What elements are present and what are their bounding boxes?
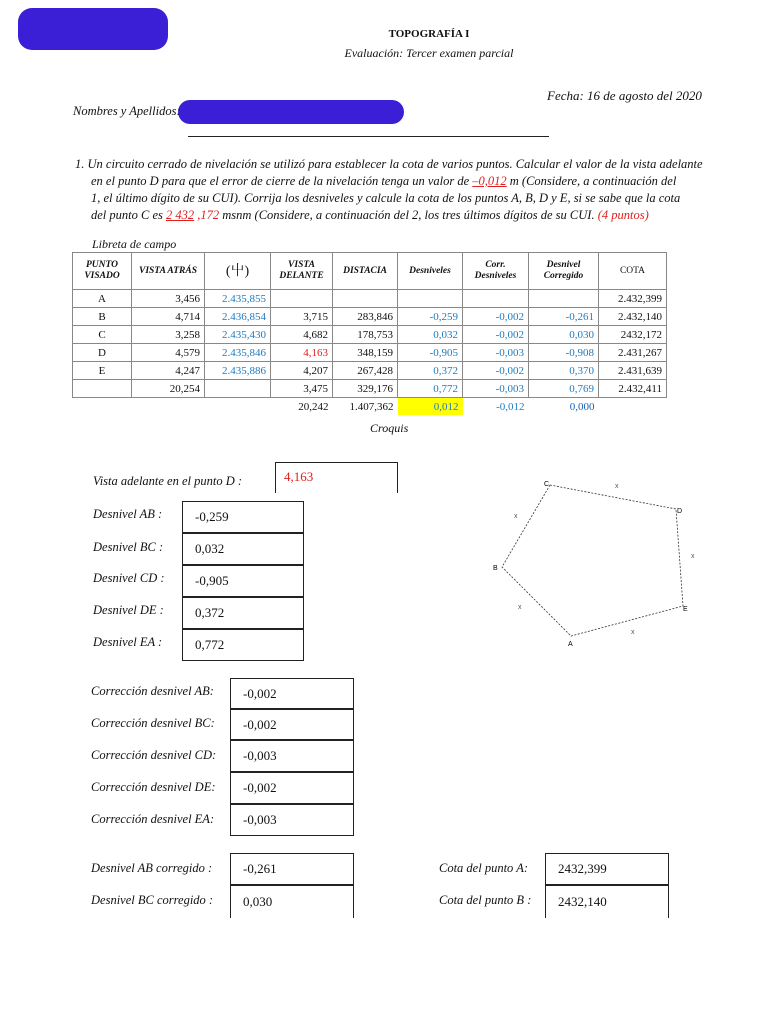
table-caption: Libreta de campo <box>92 237 177 251</box>
sketch-point-c: C <box>544 481 550 488</box>
table-row: E 4,247 2.435,886 4,207 267,428 0,372 -0,002 0,370 2.431,639 <box>73 362 667 380</box>
header-vista-atras: VISTA ATRÁS <box>132 253 205 290</box>
question-text <box>75 156 703 224</box>
field-book-table <box>72 252 667 415</box>
closure-error-cell: 0,012 <box>398 398 463 416</box>
header-distancia: DISTACIA <box>333 253 398 290</box>
sketch-point-b: B <box>493 565 498 572</box>
correccion-cd-label: Corrección desnivel CD: <box>91 748 217 762</box>
table-row: 20,254 3,475 329,176 0,772 -0,003 0,769 2.432,411 <box>73 380 667 398</box>
corregido-bc-label: Desnivel BC corregido : <box>91 893 214 907</box>
desnivel-ea-label: Desnivel EA : <box>93 635 163 649</box>
correccion-cd-field: -0,003 <box>230 740 354 772</box>
table-row: A 3,456 2.435,855 2.432,399 <box>73 290 667 308</box>
correccion-ab-field: -0,002 <box>230 678 354 709</box>
sketch-mark-ab: x <box>518 604 522 611</box>
sketch-mark-cd: x <box>615 483 619 490</box>
table-row: C 3,258 2.435,430 4,682 178,753 0,032 -0,002 0,030 2432,172 <box>73 326 667 344</box>
table-row: D 4,579 2.435,846 4,163 348,159 -0,905 -0,003 -0,908 2.431,267 <box>73 344 667 362</box>
sketch-mark-bc: x <box>514 513 518 520</box>
desnivel-ea-field: 0,772 <box>182 629 304 661</box>
cota-b-field: 2432,140 <box>545 885 669 918</box>
page-title: TOPOGRAFÍA I <box>388 28 470 40</box>
names-underline <box>188 136 549 137</box>
header-desniveles: Desniveles <box>398 253 463 290</box>
exam-date: Fecha: 16 de agosto del 2020 <box>547 88 702 103</box>
corregido-ab-label: Desnivel AB corregido : <box>91 861 213 875</box>
table-row: B 4,714 2.436,854 3,715 283,846 -0,259 -0,002 -0,261 2.432,140 <box>73 308 667 326</box>
corregido-ab-field: -0,261 <box>230 853 354 885</box>
header-instrument-height: (⼬) <box>205 253 271 290</box>
cota-b-label: Cota del punto B : <box>439 893 532 907</box>
header-punto: PUNTO VISADO <box>73 253 132 290</box>
desnivel-de-field: 0,372 <box>182 597 304 629</box>
corregido-bc-field: 0,030 <box>230 885 354 918</box>
question-line-4: del punto C es 2 432 ,172 msnm (Considere, a continuación del 2, los tres últimos dígitos de su CUI. (4 puntos) <box>91 208 649 222</box>
table-totals-row: 20,242 1.407,362 0,012 -0,012 0,000 <box>73 398 667 416</box>
sketch-point-e: E <box>683 606 688 613</box>
desnivel-ab-field: -0,259 <box>182 501 304 533</box>
desnivel-bc-label: Desnivel BC : <box>93 540 164 554</box>
sketch-mark-ea: x <box>631 629 635 636</box>
header-corr-desniveles: Corr. Desniveles <box>463 253 529 290</box>
correccion-bc-label: Corrección desnivel BC: <box>91 716 215 730</box>
sketch-mark-de: x <box>691 553 695 560</box>
correccion-ab-label: Corrección desnivel AB: <box>91 684 214 698</box>
error-value: –0,012 <box>472 174 507 188</box>
question-line-1: 1. Un circuito cerrado de nivelación se utilizó para establecer la cota de varios puntos. Calcular el valor de la vista adelante <box>75 157 703 171</box>
correccion-de-label: Corrección desnivel DE: <box>91 780 216 794</box>
redaction-name <box>178 100 404 124</box>
croquis-label: Croquis <box>370 421 409 435</box>
sketch-point-a: A <box>568 641 573 648</box>
desnivel-bc-field: 0,032 <box>182 533 304 565</box>
sketch-polygon <box>502 485 683 636</box>
header-vista-delante: VISTA DELANTE <box>271 253 333 290</box>
points-value: (4 puntos) <box>597 208 649 222</box>
question-line-2: en el punto D para que el error de cierre de la nivelación tenga un valor de –0,012 m (Considere, a continuación del <box>91 174 677 188</box>
names-label: Nombres y Apellidos: <box>73 104 181 118</box>
header-cota: COTA <box>599 253 667 290</box>
correccion-ea-label: Corrección desnivel EA: <box>91 812 215 826</box>
header-desnivel-corregido: Desnivel Corregido <box>529 253 599 290</box>
cota-a-label: Cota del punto A: <box>439 861 529 875</box>
desnivel-cd-field: -0,905 <box>182 565 304 597</box>
vista-adelante-value: 4,163 <box>284 469 314 484</box>
correccion-ea-field: -0,003 <box>230 804 354 836</box>
correccion-bc-field: -0,002 <box>230 709 354 740</box>
desnivel-de-label: Desnivel DE : <box>93 603 164 617</box>
vista-adelante-label: Vista adelante en el punto D : <box>93 474 243 488</box>
desnivel-ab-label: Desnivel AB : <box>93 507 163 521</box>
page-subtitle: Evaluación: Tercer examen parcial <box>344 46 514 60</box>
correccion-de-field: -0,002 <box>230 772 354 804</box>
table-header-row <box>73 253 667 290</box>
question-line-3: 1, el último dígito de su CUI). Corrija los desniveles y calcule la cota de los puntos A, B, D y E, si se sabe que la cota <box>91 191 681 205</box>
desnivel-cd-label: Desnivel CD : <box>93 571 165 585</box>
cota-a-field: 2432,399 <box>545 853 669 885</box>
sketch-diagram <box>488 476 708 651</box>
sketch-point-d: D <box>677 508 683 515</box>
